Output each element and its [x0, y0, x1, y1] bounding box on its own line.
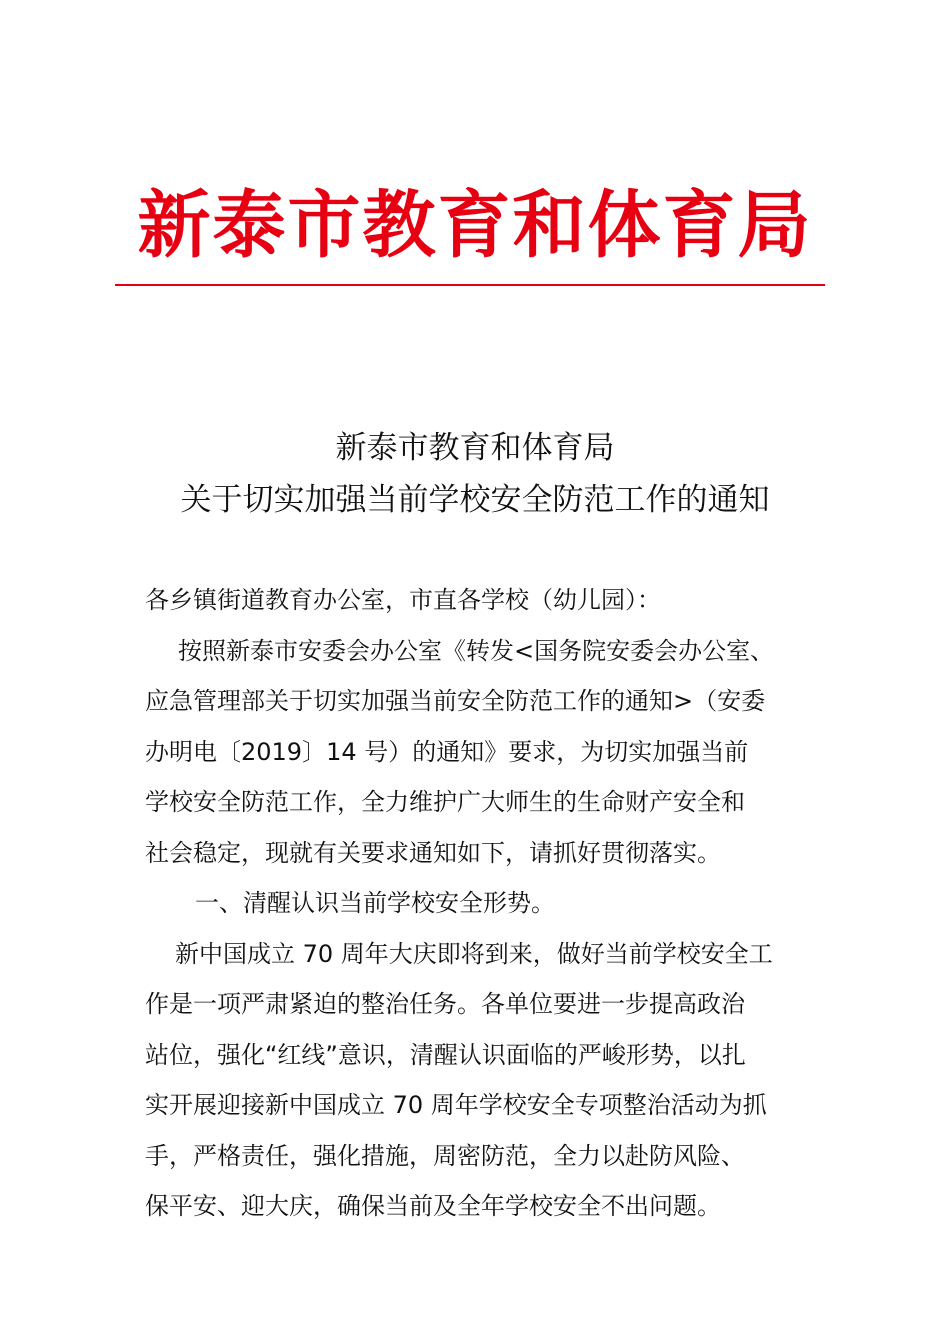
paragraph-2-line: 作是一项严肃紧迫的整治任务。各单位要进一步提高政治: [145, 990, 745, 1018]
paragraph-2: [145, 929, 815, 1232]
document-title: [0, 422, 950, 526]
paragraph-1-line: 按照新泰市安委会办公室《转发<国务院安委会办公室、: [178, 636, 775, 665]
paragraph-1-line: 办明电〔2019〕14 号）的通知》要求，为切实加强当前: [145, 737, 749, 766]
paragraph-2-line: 站位，强化“红线”意识，清醒认识面临的严峻形势，以扎: [145, 1040, 746, 1069]
masthead-org-name: 新泰市教育和体育局: [137, 183, 813, 268]
section-1-heading: 一、清醒认识当前学校安全形势。: [195, 889, 555, 917]
paragraph-2-line: 保平安、迎大庆，确保当前及全年学校安全不出问题。: [145, 1192, 721, 1220]
masthead-red-rule: [115, 284, 825, 286]
salutation: 各乡镇街道教育办公室，市直各学校（幼儿园）：: [145, 586, 661, 614]
paragraph-2-line: 新中国成立 70 周年大庆即将到来，做好当前学校安全工: [175, 939, 773, 968]
paragraph-1: [145, 626, 815, 879]
paragraph-1-line: 应急管理部关于切实加强当前安全防范工作的通知>（安委: [145, 687, 766, 715]
paragraph-2-line: 实开展迎接新中国成立 70 周年学校安全专项整治活动为抓: [145, 1091, 767, 1119]
document-title-line-2: 关于切实加强当前学校安全防范工作的通知: [180, 482, 770, 518]
paragraph-1-line: 社会稳定，现就有关要求通知如下，请抓好贯彻落实。: [145, 838, 721, 867]
paragraph-1-line: 学校安全防范工作，全力维护广大师生的生命财产安全和: [145, 788, 745, 816]
document-body: [145, 575, 815, 1232]
document-title-line-1: 新泰市教育和体育局: [335, 430, 615, 466]
paragraph-2-line: 手，严格责任，强化措施，周密防范，全力以赴防风险、: [145, 1141, 745, 1170]
